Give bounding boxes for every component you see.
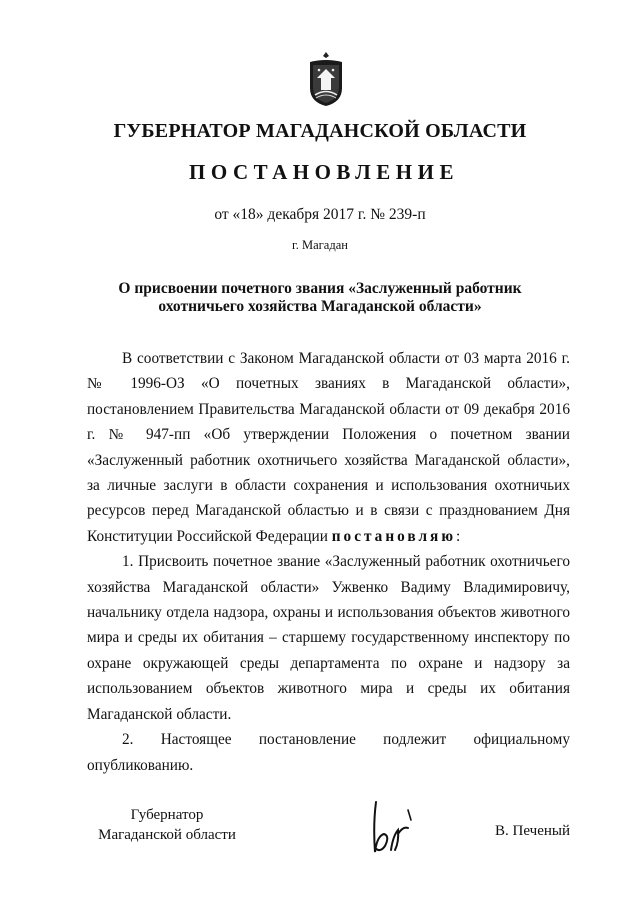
item-2-paragraph: 2. Настоящее постановление подлежит официальному опубликованию. (87, 731, 570, 774)
signatory-title-line-1: Губернатор (130, 807, 204, 823)
subject-line-1: О присвоении почетного звания «Заслуженный работник (118, 280, 522, 297)
organization-title: ГУБЕРНАТОР МАГАДАНСКОЙ ОБЛАСТИ (113, 120, 527, 142)
signatory-title-line-2: Магаданской области (98, 827, 236, 843)
subject-line-2: охотничьего хозяйства Магаданской области» (158, 298, 482, 315)
signatory-title (87, 805, 247, 845)
handwritten-signature (360, 790, 420, 860)
document-subject (0, 280, 640, 316)
preamble-text: В соответствии с Законом Магаданской области от 03 марта 2016 г. № 1996-ОЗ «О почетных званиях в Магаданской области», постановлением Правительства Магаданской области от 09 декабря 2016 г. № 947-пп «Об утверждении Положения о почетном звании «Заслуженный работник охотничьего хозяйства Магаданской области», за личные заслуги в области сохранения и использования охотничьих ресурсов перед Магаданской областью и в связи с празднованием Дня Конституции Российской Федерации (87, 350, 570, 545)
decree-word: постановляю (331, 527, 457, 545)
document-type: ПОСТАНОВЛЕНИЕ (189, 160, 459, 184)
document-body (87, 346, 570, 778)
signatory-name: В. Печеный (495, 823, 570, 839)
document-date-number: от «18» декабря 2017 г. № 239-п (214, 206, 426, 223)
preamble-paragraph (87, 346, 570, 549)
item-1-paragraph: 1. Присвоить почетное звание «Заслуженный работник охотничьего хозяйства Магаданской области» Ужвенко Вадиму Владимировичу, начальнику отдела надзора, охраны и использования объектов животного мира и среды их обитания – старшему государственному инспектору по охране окружающей среды департамента по охране и надзору за использованием объектов животного мира и среды их обитания Магаданской области. (87, 553, 570, 723)
document-city: г. Магадан (292, 238, 348, 252)
coat-of-arms-icon (307, 50, 345, 108)
decree-colon: : (456, 527, 461, 545)
